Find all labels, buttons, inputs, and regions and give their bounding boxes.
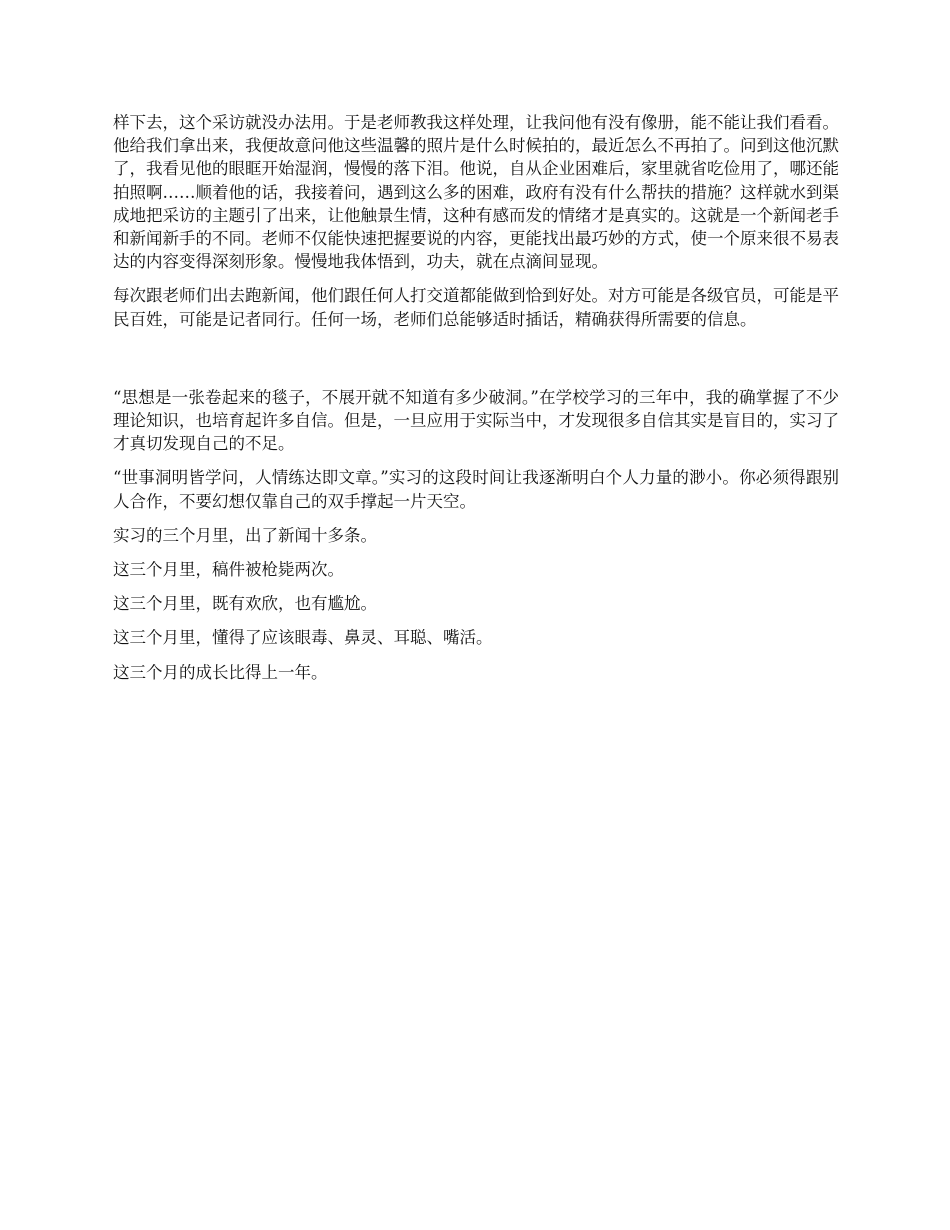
paragraph-growth-summary: 这三个月的成长比得上一年。: [113, 662, 328, 682]
document-page: [113, 111, 839, 695]
paragraph-rejected-drafts: 这三个月里，稿件被枪毙两次。: [113, 560, 344, 580]
paragraph-news-count: 实习的三个月里，出了新闻十多条。: [113, 525, 377, 545]
paragraph-lessons-learned: 这三个月里，懂得了应该眼毒、鼻灵、耳聪、嘴活。: [113, 628, 493, 648]
section-gap: [113, 342, 839, 386]
paragraph-interview-story: 样下去，这个采访就没办法用。于是老师教我这样处理，让我问他有没有像册，能不能让我们看看。他给我们拿出来，我便故意问他这些温馨的照片是什么时候拍的，最近怎么不再拍了。问到这他沉默了，我看见他的眼眶开始湿润，慢慢的落下泪。他说，自从企业困难后，家里就省吃俭用了，哪还能拍照啊……顺着他的话，我接着问，遇到这么多的困难，政府有没有什么帮扶的措施？这样就水到渠成地把采访的主题引了出来，让他触景生情，这种有感而发的情绪才是真实的。这就是一个新闻老手和新闻新手的不同。老师不仅能快速把握要说的内容，更能找出最巧妙的方式，使一个原来很不易表达的内容变得深刻形象。慢慢地我体悟到，功夫，就在点滴间显现。: [113, 113, 839, 272]
paragraph-teachers-news: 每次跟老师们出去跑新闻，他们跟任何人打交道都能做到恰到好处。对方可能是各级官员，可能是平民百姓，可能是记者同行。任何一场，老师们总能够适时插话，精确获得所需要的信息。: [113, 286, 839, 329]
paragraph-joy-embarrassment: 这三个月里，既有欢欣，也有尴尬。: [113, 594, 377, 614]
paragraph-thought-blanket: “思想是一张卷起来的毯子，不展开就不知道有多少破洞。”在学校学习的三年中，我的确掌握了不少理论知识，也培育起许多自信。但是，一旦应用于实际当中，才发现很多自信其实是盲目的，实习了才真切发现自己的不足。: [113, 387, 839, 454]
paragraph-worldly-wisdom: “世事洞明皆学问，人情练达即文章。”实习的这段时间让我逐渐明白个人力量的渺小。你必须得跟别人合作，不要幻想仅靠自己的双手撑起一片天空。: [113, 468, 839, 511]
